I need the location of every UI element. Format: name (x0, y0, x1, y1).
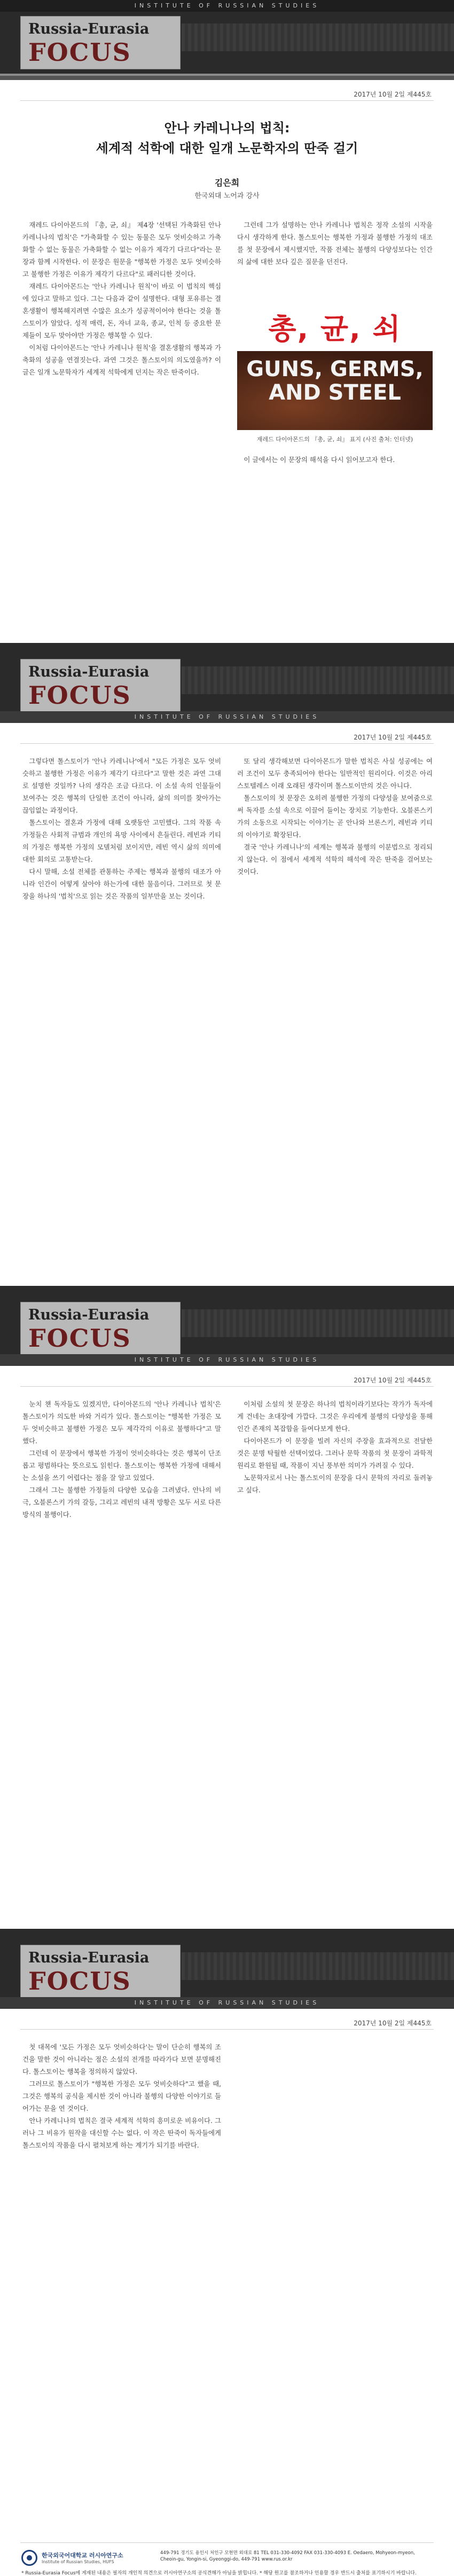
book-cover-title-kor: 총, 균, 쇠 (268, 312, 402, 346)
body-column-right (237, 1398, 433, 1496)
footer-address: 449-791 경기도 용인시 처인구 모현면 외대로 81 TEL 031-330-4092 FAX 031-330-4093 E. Oedaero, Mohyeon-myeon, Cheoin-gu, Yongin-si, Gyeonggi-do, 449-791 www.rus.or.kr (160, 2550, 415, 2562)
paragraph: 눈치 챈 독자들도 있겠지만, 다이아몬드의 '안나 카레니나 법칙'은 톨스토이가 의도한 바와 거리가 있다. 톨스토이는 "행복한 가정은 모두 엇비슷하고 불행한 가정은 모두 제각각의 이유로 불행하다"고 말했다. (22, 1400, 221, 1445)
issue-date: 2017년 10월 2일 제445호 (354, 1377, 432, 1384)
masthead-institute: INSTITUTE OF RUSSIAN STUDIES (0, 711, 454, 723)
book-cover-bottom (237, 351, 433, 430)
masthead-band (182, 23, 454, 51)
body-column-left (22, 219, 221, 378)
masthead-title-line1: Russia-Eurasia (28, 664, 150, 680)
frame-top (20, 743, 434, 744)
page-4 (0, 1929, 454, 2576)
paragraph: 그런데 그가 설명하는 안나 카레니나 법칙은 정작 소설의 시작을 다시 생각하게 한다. 톨스토이는 행복한 가정과 불행한 가정의 대조를 첫 문장에서 제시했지만, 작품 전체는 불행의 다양성보다는 인간의 삶에 대한 보다 깊은 질문을 던진다. (237, 221, 433, 266)
paragraph: 노문학자로서 나는 톨스토이의 문장을 다시 문학의 자리로 돌려놓고 싶다. (237, 1474, 433, 1494)
paragraph: 그러므로 톨스토이가 "행복한 가정은 모두 엇비슷하다"고 했을 때, 그것은 행복의 공식을 제시한 것이 아니라 불행의 다양한 이야기로 들어가는 문을 연 것이다. (22, 2080, 221, 2112)
footer-org-name-en: Institute of Russian Studies, HUFS (42, 2559, 114, 2564)
page-3 (0, 1286, 454, 1929)
article-title-line2: 세계적 석학에 대한 일개 노문학자의 딴죽 걸기 (96, 141, 358, 156)
frame-top (20, 100, 434, 101)
masthead-logo-box (20, 1945, 181, 1998)
masthead-title-line1: Russia-Eurasia (28, 1950, 150, 1966)
body-column-left (22, 755, 221, 902)
masthead-institute: INSTITUTE OF RUSSIAN STUDIES (0, 1997, 454, 2009)
body-column-left (22, 1398, 221, 1521)
paragraph: 안나 카레니나의 법칙은 결국 세계적 석학의 흥미로운 비유이다. 그러나 그 비유가 원작을 대신할 수는 없다. 이 작은 딴죽이 독자들에게 톨스토이의 작품을 다시 펼쳐보게 하는 계기가 되기를 바란다. (22, 2117, 221, 2149)
body-column-right (237, 219, 433, 268)
masthead-title-line2: FOCUS (28, 1967, 131, 1995)
paragraph: 그렇다면 톨스토이가 '안나 카레니나'에서 "모든 가정은 모두 엇비슷하고 불행한 가정은 이유가 제각기 다르다"고 말한 것은 과연 그대로 설명한 것일까? 나의 생각은 조금 다르다. 이 소설 속의 인물들이 보여주는 것은 행복의 단일한 조건이 아니라, 삶의 의미를 찾아가는 끊임없는 과정이다. (22, 757, 221, 814)
book-cover-figure (237, 299, 433, 430)
masthead-title-line2: FOCUS (28, 681, 131, 710)
paragraph: 이처럼 소설의 첫 문장은 하나의 법칙이라기보다는 작가가 독자에게 건네는 초대장에 가깝다. 그것은 우리에게 불행의 다양성을 통해 인간 존재의 복잡함을 들여다보게 한다. (237, 1400, 433, 1433)
issue-date: 2017년 10월 2일 제445호 (354, 91, 432, 98)
paragraph: 또 달리 생각해보면 다이아몬드가 말한 법칙은 사실 성공에는 여러 조건이 모두 충족되어야 한다는 일반적인 원리이다. 이것은 아리스토텔레스 이래 오래된 생각이며 톨스토이만의 것은 아니다. (237, 757, 433, 790)
frame-top (20, 1386, 434, 1387)
figure-caption: 재레드 다이아몬드의 『총, 균, 쇠』 표지 (사진 출처: 인터넷) (256, 436, 413, 443)
body-column-left (22, 2041, 221, 2151)
paragraph: 첫 대목에 '모든 가정은 모두 엇비슷하다'는 말이 단순히 행복의 조건을 말한 것이 아니라는 점은 소설의 전개를 따라가다 보면 분명해진다. 톨스토이는 행복을 정의하지 않았다. (22, 2043, 221, 2076)
masthead-title-line1: Russia-Eurasia (28, 21, 150, 37)
frame-bottom (20, 2542, 434, 2543)
masthead-title-line1: Russia-Eurasia (28, 1307, 150, 1323)
masthead-rule-dark (0, 76, 454, 80)
issue-date: 2017년 10월 2일 제445호 (354, 2020, 432, 2027)
body-column-right-lower (237, 454, 433, 466)
institute-logo-icon (21, 2550, 37, 2566)
article-affiliation: 한국외대 노어과 강사 (194, 192, 260, 200)
masthead-title-line2: FOCUS (28, 38, 131, 67)
footer (0, 2548, 454, 2576)
masthead-band (182, 1309, 454, 1337)
article-author: 김은희 (214, 178, 240, 188)
page-2 (0, 643, 454, 1286)
page-1 (0, 0, 454, 643)
masthead (0, 0, 454, 80)
issue-date: 2017년 10월 2일 제445호 (354, 734, 432, 741)
masthead (0, 1286, 454, 1366)
frame-top (20, 2029, 434, 2030)
paragraph: 재레드 다이아몬드의 『총, 균, 쇠』 제4장 '선택된 가축화된 안나 카레니나의 법칙'은 "가축화할 수 있는 동물은 모두 엇비슷하고 가축화할 수 없는 동물은 가축화할 수 없는 이유가 제각기 다르다"라는 문장과 함께 시작한다. 이 문장은 원문을 "행복한 가정은 모두 엇비슷하고 불행한 가정은 이유가 제각기 다르다"로 패러디한 것이다. (22, 221, 221, 278)
masthead-band (182, 666, 454, 694)
paragraph: 다이아몬드가 이 문장을 빌려 자신의 주장을 효과적으로 전달한 것은 분명 탁월한 선택이었다. 그러나 문학 작품의 첫 문장이 과학적 원리로 환원될 때, 작품이 지닌 풍부한 의미가 가려질 수 있다. (237, 1437, 433, 1469)
body-column-right (237, 755, 433, 878)
masthead-institute: INSTITUTE OF RUSSIAN STUDIES (0, 0, 454, 12)
paragraph: 그래서 그는 불행한 가정들의 다양한 모습을 그려냈다. 안나의 비극, 오블론스키 가의 갈등, 그리고 레빈의 내적 방황은 모두 서로 다른 방식의 불행이다. (22, 1486, 221, 1518)
masthead-institute: INSTITUTE OF RUSSIAN STUDIES (0, 1354, 454, 1366)
masthead-logo-box (20, 1302, 181, 1355)
masthead-logo-box (20, 16, 181, 69)
paragraph: 이 글에서는 이 문장의 해석을 다시 읽어보고자 한다. (244, 456, 395, 464)
paragraph: 그런데 이 문장에서 행복한 가정이 엇비슷하다는 것은 행복이 단조롭고 평범하다는 뜻으로도 읽힌다. 톨스토이는 행복한 가정에 대해서는 소설을 쓰기 어렵다는 점을 잘 알고 있었다. (22, 1449, 221, 1482)
paragraph: 재레드 다이아몬드는 '안나 카레니나 원칙'이 바로 이 법칙의 핵심에 있다고 말하고 있다. 그는 다음과 같이 설명한다. 대형 포유류는 결혼생활이 행복해지려면 수많은 요소가 성공적이어야 한다는 것을 톨스토이가 알았다. 성적 매력, 돈, 자녀 교육, 종교, 인척 등 중요한 문제들이 모두 맞아야만 가정은 행복할 수 있다. (22, 282, 221, 339)
paragraph: 톨스토이는 결혼과 가정에 대해 오랫동안 고민했다. 그의 작품 속 가정들은 사회적 규범과 개인의 욕망 사이에서 흔들린다. 레빈과 키티의 가정은 행복한 가정의 모델처럼 보이지만, 레빈 역시 삶의 의미에 대한 회의로 고통받는다. (22, 818, 221, 863)
masthead-band (182, 1952, 454, 1980)
book-cover-top (237, 299, 433, 351)
paragraph: 톨스토이의 첫 문장은 오히려 불행한 가정의 다양성을 보여줌으로써 독자를 소설 속으로 이끌어 들이는 장치로 기능한다. 오블론스키 가의 소동으로 시작되는 이야기는 곧 안나와 브론스키, 레빈과 키티의 이야기로 확장된다. (237, 794, 433, 839)
book-cover-title-eng: GUNS, GERMS, AND STEEL (246, 357, 424, 405)
masthead (0, 643, 454, 723)
paragraph: 결국 '안나 카레니나'의 세계는 행복과 불행의 이분법으로 정리되지 않는다. 이 점에서 세계적 석학의 해석에 작은 딴죽을 걸어보는 것이다. (237, 843, 433, 876)
paragraph: 다시 말해, 소설 전체를 관통하는 주제는 행복과 불행의 대조가 아니라 인간이 어떻게 살아야 하는가에 대한 물음이다. 그러므로 첫 문장을 하나의 '법칙'으로 읽는 것은 작품의 일부만을 보는 것이다. (22, 868, 221, 900)
footer-note: * Russia-Eurasia Focus에 게재된 내용은 필자의 개인적 의견으로 러시아연구소의 공식견해가 아님을 밝힙니다. * 해당 원고를 참조하거나 인용할 경우 반드시 출처를 표기하시기 바랍니다. (21, 2571, 417, 2576)
masthead-logo-box (20, 659, 181, 712)
paragraph: 이처럼 다이아몬드는 '안나 카레니나 원칙'을 결혼생활의 행복과 가축화의 성공을 연결짓는다. 과연 그것은 톨스토이의 의도였을까? 이 글은 일개 노문학자가 세계적 석학에게 던지는 작은 딴죽이다. (22, 344, 221, 376)
masthead-title-line2: FOCUS (28, 1324, 131, 1353)
footer-org-name: 한국외국어대학교 러시아연구소 (42, 2552, 123, 2559)
article-title-line1: 안나 카레니나의 법칙: (164, 121, 290, 136)
masthead (0, 1929, 454, 2009)
